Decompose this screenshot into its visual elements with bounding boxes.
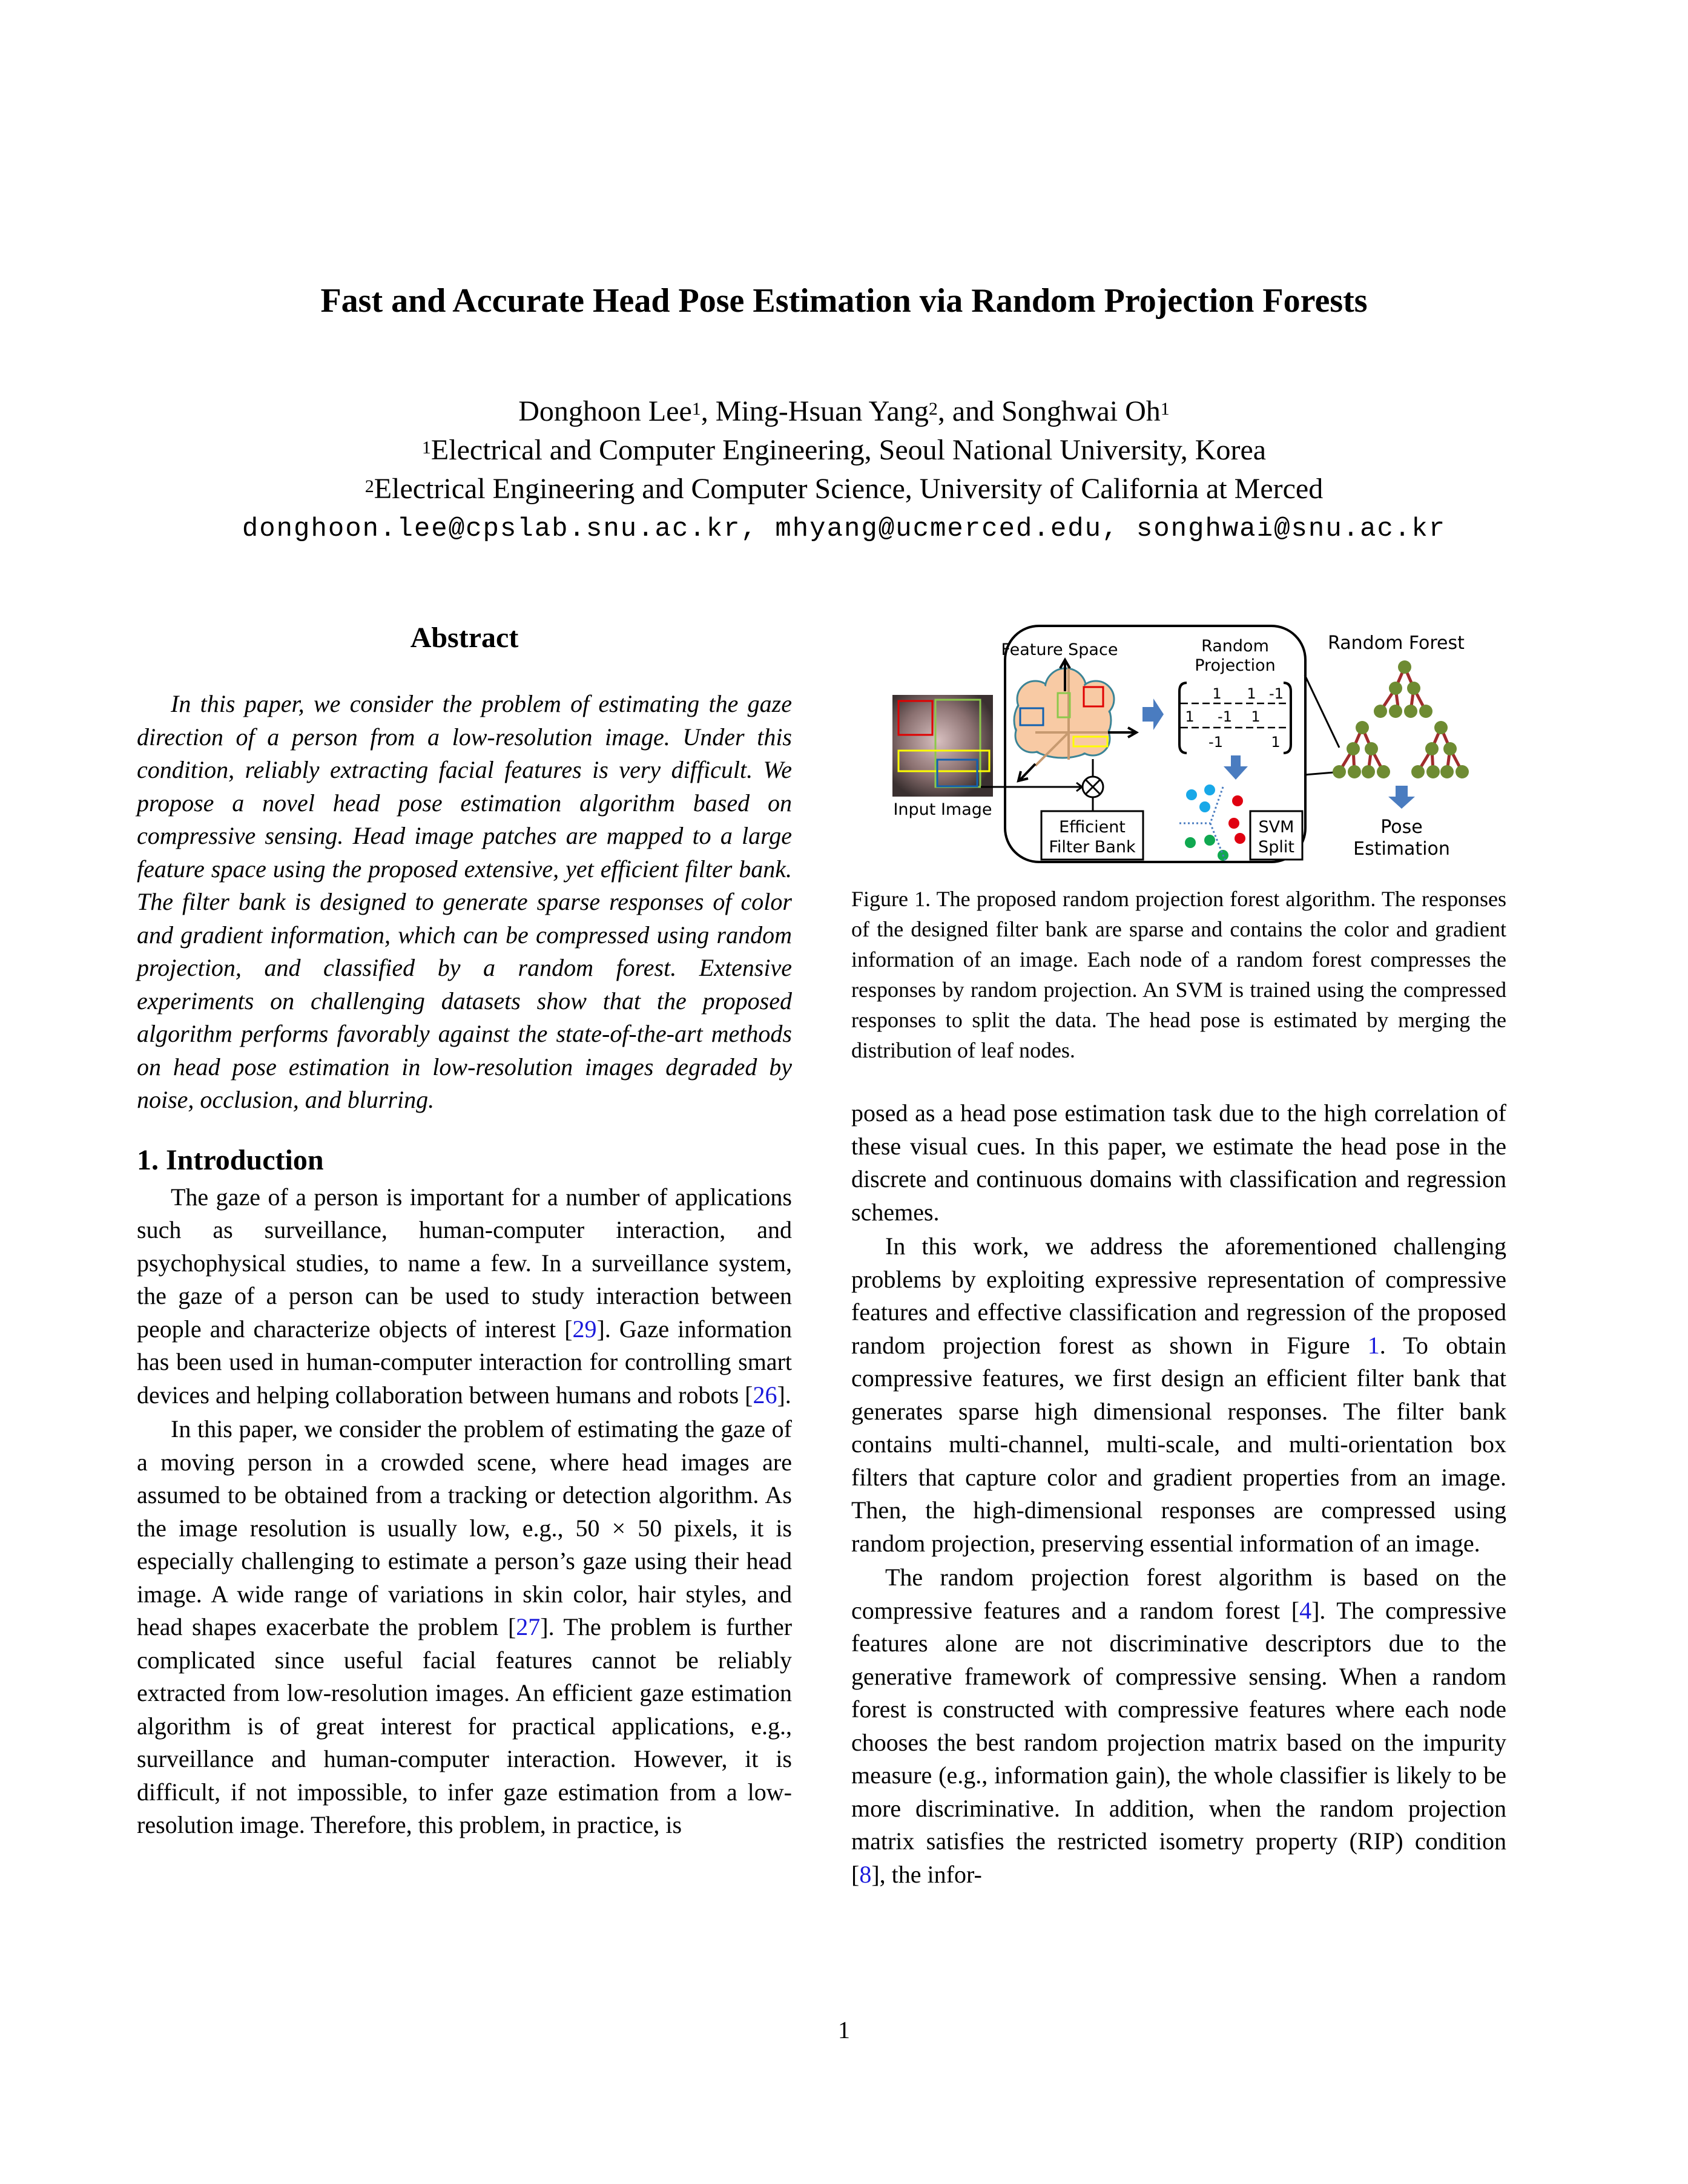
citation-link[interactable]: 8: [859, 1860, 872, 1888]
author-list: [0, 392, 1688, 431]
paragraph-text: ]. The problem is further complicated since useful facial features cannot be reliably extracted from low-resolution images. An efficient gaze estimation algorithm is of great interest for practical applications, e.g., surveillance and human-computer interaction. However, it is difficult, if not impossible, to infer gaze estimation from a low-resolution image. Therefore, this problem, in practice, is: [137, 1613, 793, 1838]
intro-paragraph-1: [137, 1181, 792, 1412]
citation-link[interactable]: 27: [516, 1613, 541, 1640]
svg-text:-1: -1: [1269, 685, 1284, 702]
paragraph-text: The gaze of a person is important for a number of applications such as surveillance, human-computer interaction, and psychophysical studies, to name a few. In a surveillance system, the gaze of a person can be used to study interaction between people and characterize objects of interest [: [137, 1183, 792, 1343]
svg-text:1: 1: [1185, 708, 1195, 725]
author-name: Songhwai Oh: [1001, 395, 1161, 427]
tree-icon: [1333, 721, 1390, 778]
abstract-heading: Abstract: [410, 622, 519, 654]
intro-paragraph-5: [851, 1561, 1506, 1891]
intro-paragraph-4: [851, 1230, 1506, 1560]
author-affiliation-marker: 1: [1160, 399, 1170, 419]
affiliation-text: Electrical Engineering and Computer Science, University of California at Merced: [374, 473, 1324, 505]
svm-label-1: SVM: [1258, 818, 1294, 837]
affiliation-1: [0, 431, 1688, 470]
abstract-text: In this paper, we consider the problem of estimating the gaze direction of a person from a low-resolution image. Under this condition, reliably extracting facial features is very difficult. We propose a novel head pose estimation algorithm based on compressive sensing. Head image patches are mapped to a large feature space using the proposed extensive, yet efficient filter bank. The filter bank is designed to generate sparse responses of color and gradient information, which can be compressed using random projection, and classified by a random forest. Extensive experiments on challenging datasets show that the proposed algorithm performs favorably against the state-of-the-art methods on head pose estimation in low-resolution images degraded by noise, occlusion, and blurring.: [137, 690, 792, 1113]
author-affiliation-marker: 2: [928, 399, 938, 419]
right-column: [851, 884, 1506, 1891]
feature-space-label: Feature Space: [1001, 640, 1118, 659]
filter-bank-label-2: Filter Bank: [1049, 838, 1136, 857]
svg-text:1: 1: [1247, 685, 1256, 702]
intro-paragraph-3: posed as a head pose estimation task due to the high correlation of these visual cues. In this paper, we estimate the head pose in the discrete and continuous domains with classification and regression schemes.: [851, 1099, 1506, 1226]
pose-estimation-label-2: Estimation: [1353, 838, 1450, 860]
paragraph-text: . To obtain compressive features, we first design an efficient filter bank that generates sparse high dimensional responses. The filter bank contains multi-channel, multi-scale, and multi-orientation box filters that capture color and gradient properties from an image. Then, the high-dimensional responses are compressed using random projection, preserving essential information of an image.: [851, 1331, 1506, 1557]
paragraph-text: ], the infor-: [871, 1860, 982, 1888]
author-affiliation-marker: 1: [691, 399, 701, 419]
affiliation-marker: 2: [364, 476, 374, 496]
author-name: Donghoon Lee: [518, 395, 692, 427]
author-separator: , and: [937, 395, 1002, 427]
paragraph-text: In this paper, we consider the problem of estimating the gaze of a moving person in a crowded scene, where head images are assumed to be obtained from a tracking or detection algorithm. As the image resolution is usually low, e.g., 50 × 50 pixels, it is especially challenging to estimate a person’s gaze using their head image. A wide range of variations in skin color, hair styles, and head shapes exacerbate the problem [: [137, 1415, 792, 1640]
arrow-down-icon: [1388, 786, 1415, 809]
citation-link[interactable]: 4: [1299, 1596, 1312, 1624]
paragraph-text: ]. Gaze information has been used in human-computer interaction for controlling smart devices and helping collaboration between humans and robots [: [137, 1315, 792, 1409]
filter-bank-label-1: Efficient: [1059, 818, 1126, 837]
introduction-heading: 1. Introduction: [137, 1143, 324, 1176]
author-emails: donghoon.lee@cpslab.snu.ac.kr, mhyang@ucmerced.edu, songhwai@snu.ac.kr: [242, 514, 1446, 544]
tree-icon: [1374, 660, 1432, 718]
arrow-right-icon: [1142, 699, 1164, 730]
random-projection-label-2: Projection: [1195, 656, 1276, 675]
input-image-label: Input Image: [893, 800, 992, 819]
svg-text:1: 1: [1271, 734, 1281, 751]
paragraph-text: ].: [777, 1381, 791, 1409]
tree-icon: [1411, 721, 1469, 778]
paragraph-text: In this work, we address the aforementioned challenging problems by exploiting expressive representation of compressive features and effective classification and regression of the proposed random projection forest as shown in Figure: [851, 1232, 1506, 1359]
affiliation-2: [0, 470, 1688, 508]
page-number: 1: [838, 2016, 850, 2044]
pose-estimation-label-1: Pose: [1380, 817, 1423, 838]
author-name: Ming-Hsuan Yang: [715, 395, 929, 427]
svm-label-2: Split: [1258, 838, 1294, 857]
author-separator: ,: [701, 395, 716, 427]
arrow-down-icon: [1224, 755, 1248, 780]
figure-reference-link[interactable]: 1: [1367, 1331, 1380, 1359]
pipeline-diagram: [884, 623, 1502, 866]
random-forest-label: Random Forest: [1328, 633, 1465, 654]
affiliation-marker: 1: [421, 438, 431, 458]
svg-text:1: 1: [1212, 685, 1222, 702]
svg-text:-1: -1: [1208, 734, 1223, 751]
figure-1: [884, 623, 1502, 866]
figure-1-caption: Figure 1. The proposed random projection forest algorithm. The responses of the designed filter bank are sparse and contains the color and gradient information of an image. Each node of a random forest compresses the responses by random projection. An SVM is trained using the compressed responses to split the data. The head pose is estimated by merging the distribution of leaf nodes.: [851, 887, 1506, 1062]
paragraph-text: ]. The compressive features alone are not discriminative descriptors due to the generative framework of compressive sensing. When a random forest is constructed with compressive features where each node chooses the best random projection matrix based on the impurity measure (e.g., information gain), the whole classifier is likely to be more discriminative. In addition, when the random projection matrix satisfies the restricted isometry property (RIP) condition [: [851, 1596, 1506, 1888]
svg-text:-1: -1: [1218, 708, 1232, 725]
random-projection-label-1: Random: [1201, 637, 1269, 656]
input-image-thumbnail: [892, 695, 993, 797]
affiliation-text: Electrical and Computer Engineering, Seoul National University, Korea: [430, 434, 1267, 466]
paper-title: Fast and Accurate Head Pose Estimation via Random Projection Forests: [320, 282, 1368, 320]
citation-link[interactable]: 29: [572, 1315, 597, 1343]
intro-paragraph-2: [137, 1413, 792, 1842]
citation-link[interactable]: 26: [753, 1381, 777, 1409]
svg-text:1: 1: [1251, 708, 1261, 725]
left-column: [137, 620, 792, 1842]
paragraph-text: The random projection forest algorithm is based on the compressive features and a random forest [: [851, 1564, 1506, 1624]
